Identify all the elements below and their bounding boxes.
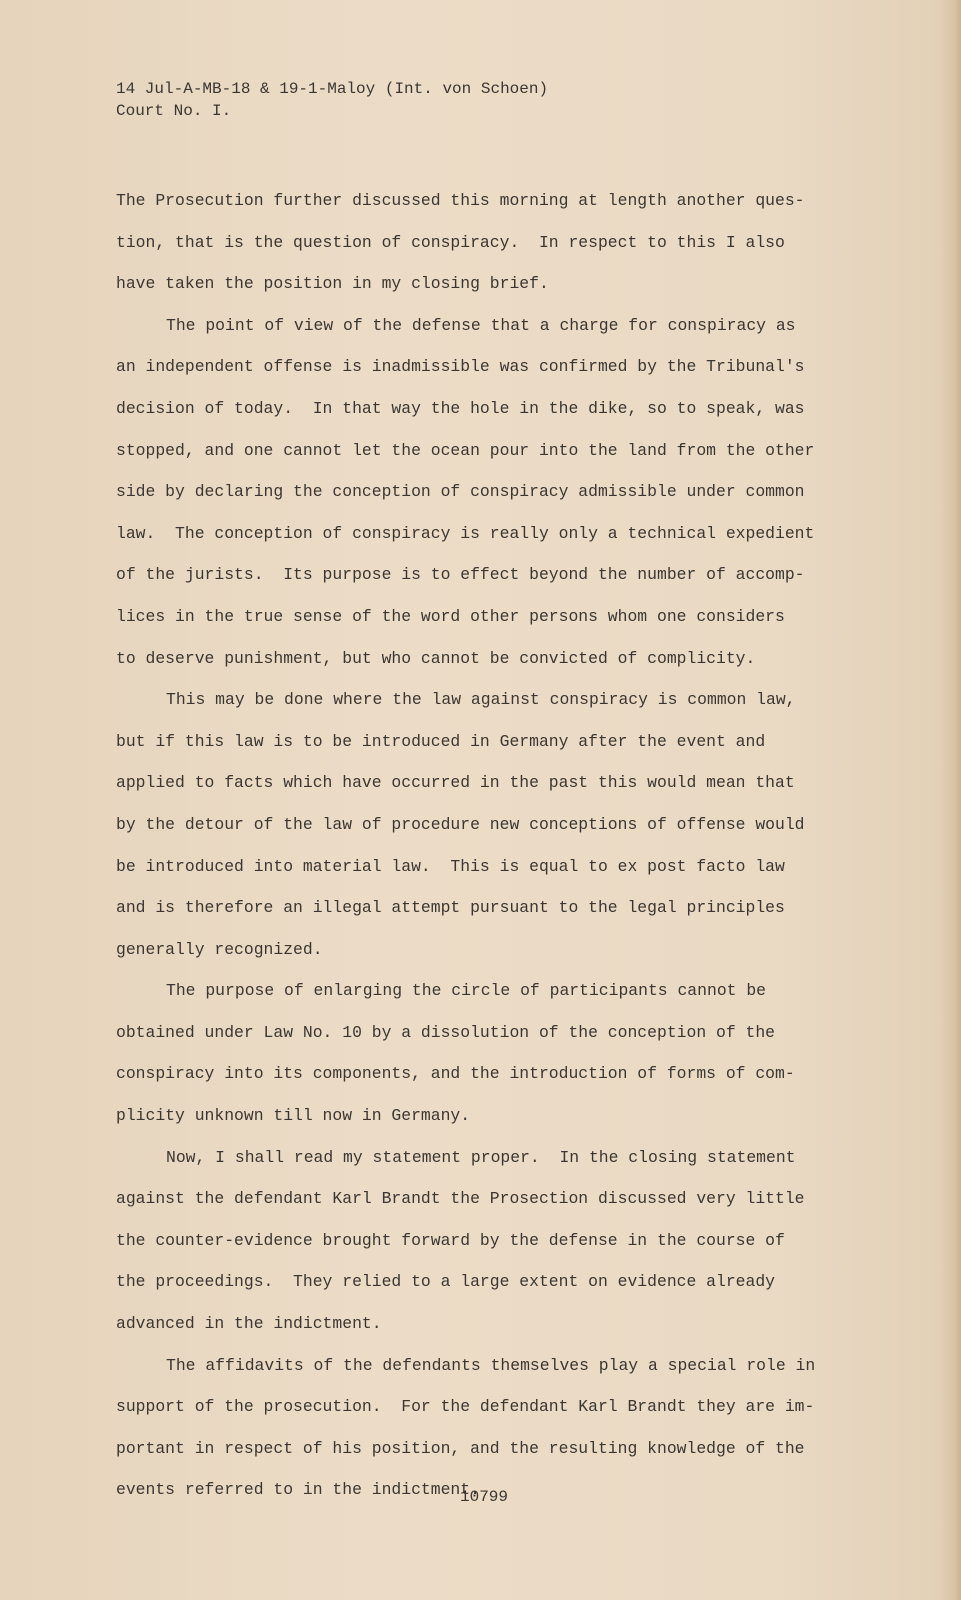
text-line: generally recognized. bbox=[116, 939, 323, 959]
text-line: an independent offense is inadmissible was confirmed by the Tribunal's bbox=[116, 357, 805, 377]
text-line: conspiracy into its components, and the introduction of forms of com- bbox=[116, 1064, 795, 1084]
text-line: stopped, and one cannot let the ocean pour into the land from the other bbox=[116, 440, 815, 460]
text-line: against the defendant Karl Brandt the Prosection discussed very little bbox=[116, 1189, 805, 1209]
text-line: the counter-evidence brought forward by the defense in the course of bbox=[116, 1230, 785, 1250]
text-line: by the detour of the law of procedure new conceptions of offense would bbox=[116, 814, 805, 834]
document-body bbox=[116, 180, 815, 1511]
text-line: The Prosecution further discussed this morning at length another ques- bbox=[116, 191, 805, 210]
text-line: support of the prosecution. For the defendant Karl Brandt they are im- bbox=[116, 1397, 815, 1417]
text-line: portant in respect of his position, and the resulting knowledge of the bbox=[116, 1438, 805, 1458]
text-line: events referred to in the indictment. bbox=[116, 1480, 480, 1500]
page-edge bbox=[939, 0, 961, 1600]
text-line: and is therefore an illegal attempt pursuant to the legal principles bbox=[116, 898, 785, 918]
text-line: side by declaring the conception of conspiracy admissible under common bbox=[116, 482, 805, 502]
text-line: advanced in the indictment. bbox=[116, 1314, 382, 1334]
header-line-1: 14 Jul-A-MB-18 & 19-1-Maloy (Int. von Schoen) bbox=[116, 80, 549, 98]
text-line: decision of today. In that way the hole in the dike, so to speak, was bbox=[116, 398, 805, 418]
text-line: be introduced into material law. This is equal to ex post facto law bbox=[116, 856, 785, 876]
header-line-2: Court No. I. bbox=[116, 102, 232, 120]
text-line: Now, I shall read my statement proper. In the closing statement bbox=[166, 1147, 796, 1167]
text-line: applied to facts which have occurred in the past this would mean that bbox=[116, 773, 795, 793]
text-line: tion, that is the question of conspiracy. In respect to this I also bbox=[116, 232, 785, 252]
text-line: law. The conception of conspiracy is really only a technical expedient bbox=[116, 523, 815, 543]
text-line: of the jurists. Its purpose is to effect beyond the number of accomp- bbox=[116, 565, 805, 585]
document-header bbox=[116, 78, 548, 122]
text-line: The point of view of the defense that a charge for conspiracy as bbox=[166, 315, 796, 335]
text-line: have taken the position in my closing brief. bbox=[116, 274, 549, 294]
page-number: 10799 bbox=[460, 1488, 509, 1506]
text-line: lices in the true sense of the word other persons whom one considers bbox=[116, 606, 785, 626]
text-line: The purpose of enlarging the circle of participants cannot be bbox=[166, 981, 766, 1001]
text-line: but if this law is to be introduced in Germany after the event and bbox=[116, 731, 766, 751]
text-line: the proceedings. They relied to a large extent on evidence already bbox=[116, 1272, 776, 1292]
text-line: The affidavits of the defendants themselves play a special role in bbox=[166, 1355, 816, 1375]
text-line: plicity unknown till now in Germany. bbox=[116, 1106, 471, 1126]
text-line: obtained under Law No. 10 by a dissolution of the conception of the bbox=[116, 1022, 776, 1042]
text-line: to deserve punishment, but who cannot be convicted of complicity. bbox=[116, 648, 756, 668]
text-line: This may be done where the law against conspiracy is common law, bbox=[166, 690, 796, 710]
